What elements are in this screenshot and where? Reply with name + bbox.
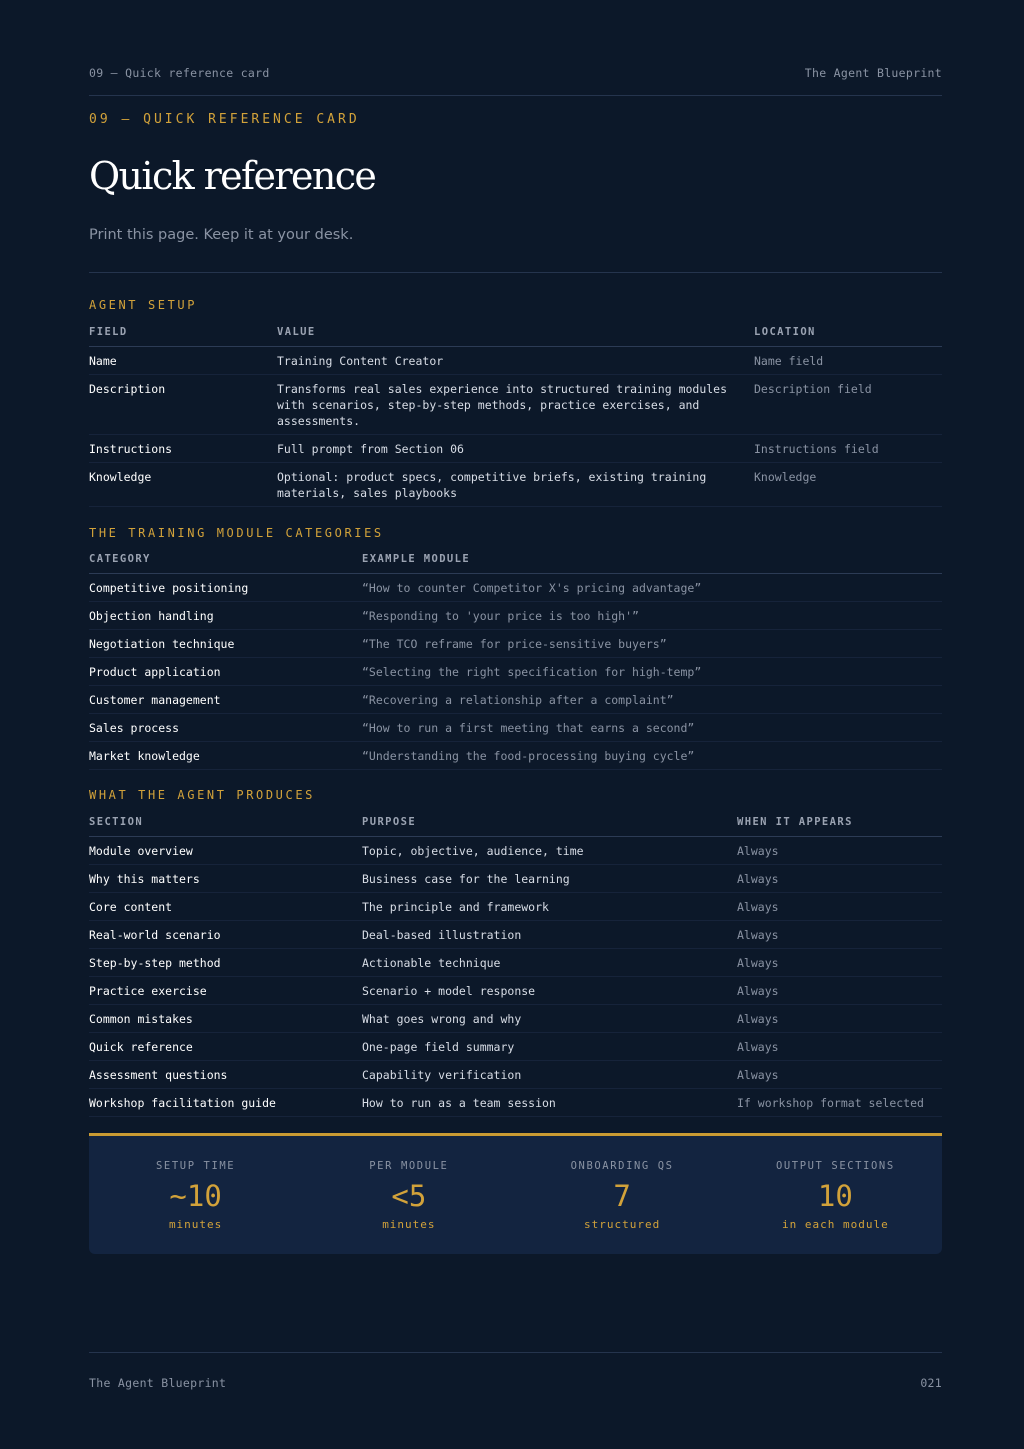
table-row <box>89 1033 942 1061</box>
category-cell: Market knowledge <box>89 742 362 770</box>
header-divider <box>89 95 942 96</box>
stat-per-module <box>302 1136 515 1254</box>
category-cell: Negotiation technique <box>89 630 362 658</box>
column-header: LOCATION <box>754 326 942 347</box>
table-row <box>89 837 942 865</box>
table-header-row <box>89 816 942 837</box>
stat-unit: minutes <box>382 1218 436 1231</box>
example-cell: “How to run a first meeting that earns a second” <box>362 714 942 742</box>
table-row <box>89 435 942 463</box>
category-cell: Competitive positioning <box>89 574 362 602</box>
page-subtitle: Print this page. Keep it at your desk. <box>89 227 354 243</box>
column-header: SECTION <box>89 816 362 837</box>
table-row <box>89 865 942 893</box>
section-cell: Real-world scenario <box>89 921 362 949</box>
section-cell: Why this matters <box>89 865 362 893</box>
when-cell: Always <box>737 1005 942 1033</box>
table-row <box>89 1061 942 1089</box>
purpose-cell: Capability verification <box>362 1061 737 1089</box>
purpose-cell: One-page field summary <box>362 1033 737 1061</box>
table-row <box>89 347 942 375</box>
agent-setup-heading: AGENT SETUP <box>89 298 198 312</box>
produces-heading: WHAT THE AGENT PRODUCES <box>89 788 315 802</box>
field-cell: Name <box>89 347 277 375</box>
when-cell: Always <box>737 1061 942 1089</box>
column-header: WHEN IT APPEARS <box>737 816 942 837</box>
when-cell: Always <box>737 837 942 865</box>
field-cell: Description <box>89 375 277 435</box>
section-cell: Core content <box>89 893 362 921</box>
category-cell: Customer management <box>89 686 362 714</box>
purpose-cell: Topic, objective, audience, time <box>362 837 737 865</box>
example-cell: “Understanding the food-processing buying cycle” <box>362 742 942 770</box>
stat-label: ONBOARDING QS <box>570 1160 674 1172</box>
table-row <box>89 977 942 1005</box>
table-row <box>89 921 942 949</box>
table-row <box>89 463 942 507</box>
category-cell: Product application <box>89 658 362 686</box>
stat-output-sections <box>729 1136 942 1254</box>
column-header: CATEGORY <box>89 553 362 574</box>
page-number: 021 <box>920 1376 942 1390</box>
section-eyebrow: 09 — QUICK REFERENCE CARD <box>89 112 360 127</box>
section-cell: Step-by-step method <box>89 949 362 977</box>
section-cell: Assessment questions <box>89 1061 362 1089</box>
table-row <box>89 1005 942 1033</box>
category-cell: Objection handling <box>89 602 362 630</box>
footer-book-title: The Agent Blueprint <box>89 1376 227 1390</box>
title-divider <box>89 272 942 273</box>
field-cell: Knowledge <box>89 463 277 507</box>
running-header <box>89 66 942 80</box>
stat-value: 7 <box>613 1179 631 1213</box>
when-cell: If workshop format selected <box>737 1089 942 1117</box>
stat-value: 10 <box>817 1179 853 1213</box>
page-title: Quick reference <box>89 154 376 198</box>
value-cell: Training Content Creator <box>277 347 754 375</box>
field-cell: Instructions <box>89 435 277 463</box>
when-cell: Always <box>737 1033 942 1061</box>
purpose-cell: Business case for the learning <box>362 865 737 893</box>
example-cell: “The TCO reframe for price-sensitive buyers” <box>362 630 942 658</box>
purpose-cell: How to run as a team session <box>362 1089 737 1117</box>
agent-setup-table <box>89 326 942 507</box>
purpose-cell: Deal-based illustration <box>362 921 737 949</box>
section-cell: Common mistakes <box>89 1005 362 1033</box>
location-cell: Name field <box>754 347 942 375</box>
stat-label: PER MODULE <box>369 1160 449 1172</box>
location-cell: Knowledge <box>754 463 942 507</box>
section-cell: Module overview <box>89 837 362 865</box>
when-cell: Always <box>737 921 942 949</box>
example-cell: “Responding to 'your price is too high'” <box>362 602 942 630</box>
stats-panel <box>89 1133 942 1254</box>
table-row <box>89 1089 942 1117</box>
column-header: PURPOSE <box>362 816 737 837</box>
stat-value: <5 <box>391 1179 427 1213</box>
example-cell: “How to counter Competitor X's pricing advantage” <box>362 574 942 602</box>
running-header-section: 09 — Quick reference card <box>89 66 270 80</box>
table-header-row <box>89 326 942 347</box>
page-footer <box>89 1376 942 1390</box>
stat-value: ~10 <box>169 1179 222 1213</box>
stat-setup-time <box>89 1136 302 1254</box>
section-cell: Quick reference <box>89 1033 362 1061</box>
produces-table <box>89 816 942 1117</box>
category-cell: Sales process <box>89 714 362 742</box>
footer-divider <box>89 1352 942 1353</box>
stat-label: OUTPUT SECTIONS <box>775 1160 895 1172</box>
location-cell: Description field <box>754 375 942 435</box>
table-header-row <box>89 553 942 574</box>
table-row <box>89 602 942 630</box>
purpose-cell: What goes wrong and why <box>362 1005 737 1033</box>
table-row <box>89 714 942 742</box>
table-row <box>89 949 942 977</box>
value-cell: Transforms real sales experience into structured training modules with scenarios, step-by-step methods, practice exercises, and assessments. <box>277 375 754 435</box>
column-header: FIELD <box>89 326 277 347</box>
when-cell: Always <box>737 893 942 921</box>
column-header: EXAMPLE MODULE <box>362 553 942 574</box>
stat-unit: in each module <box>782 1218 889 1231</box>
table-row <box>89 658 942 686</box>
categories-table <box>89 553 942 770</box>
categories-heading: THE TRAINING MODULE CATEGORIES <box>89 526 384 540</box>
location-cell: Instructions field <box>754 435 942 463</box>
table-row <box>89 375 942 435</box>
example-cell: “Selecting the right specification for high-temp” <box>362 658 942 686</box>
stat-label: SETUP TIME <box>156 1160 236 1172</box>
section-cell: Practice exercise <box>89 977 362 1005</box>
when-cell: Always <box>737 865 942 893</box>
value-cell: Full prompt from Section 06 <box>277 435 754 463</box>
running-header-book: The Agent Blueprint <box>804 66 942 80</box>
stat-unit: structured <box>584 1218 661 1231</box>
column-header: VALUE <box>277 326 754 347</box>
when-cell: Always <box>737 949 942 977</box>
value-cell: Optional: product specs, competitive briefs, existing training materials, sales playbooks <box>277 463 754 507</box>
table-row <box>89 574 942 602</box>
stat-unit: minutes <box>168 1218 223 1231</box>
table-row <box>89 630 942 658</box>
stat-onboarding-qs <box>516 1136 729 1254</box>
purpose-cell: Scenario + model response <box>362 977 737 1005</box>
section-cell: Workshop facilitation guide <box>89 1089 362 1117</box>
table-row <box>89 742 942 770</box>
purpose-cell: The principle and framework <box>362 893 737 921</box>
when-cell: Always <box>737 977 942 1005</box>
table-row <box>89 893 942 921</box>
example-cell: “Recovering a relationship after a complaint” <box>362 686 942 714</box>
purpose-cell: Actionable technique <box>362 949 737 977</box>
table-row <box>89 686 942 714</box>
